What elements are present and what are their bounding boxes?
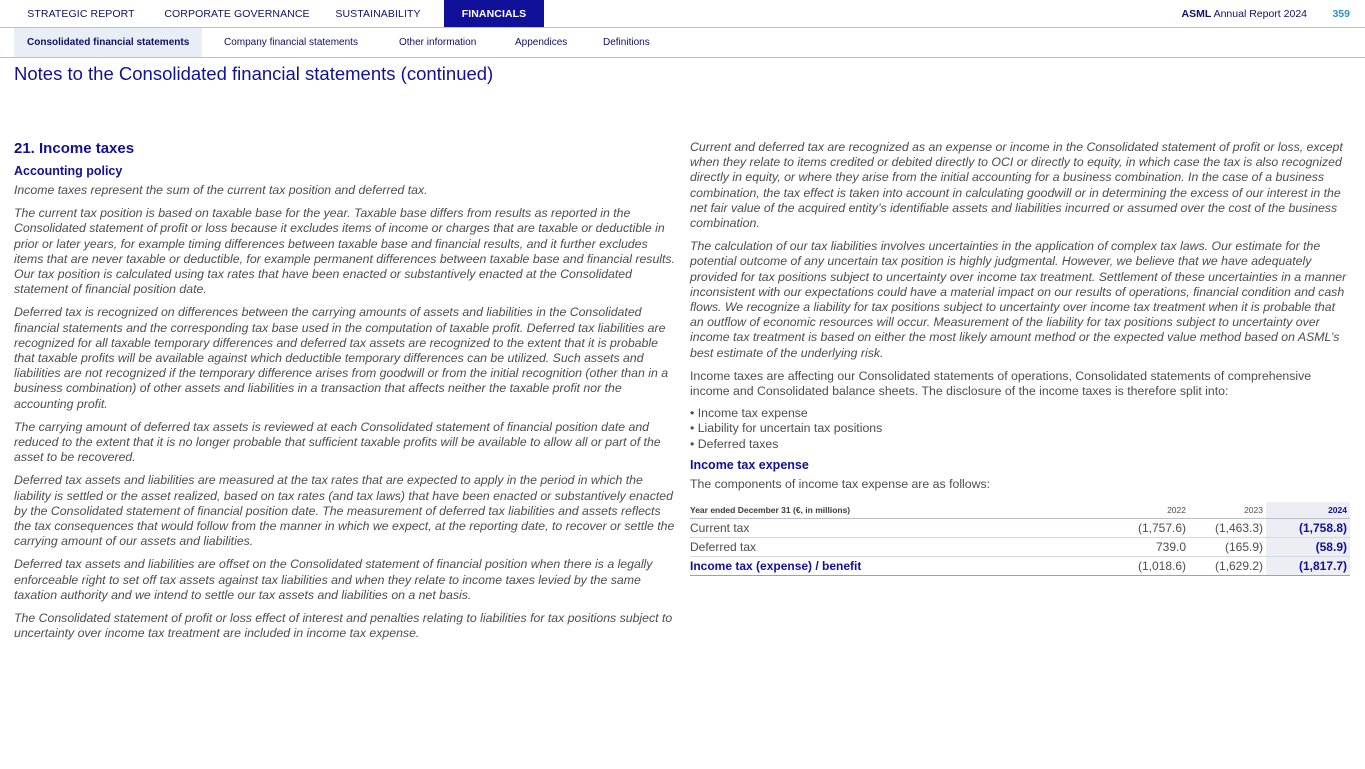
top-navigation — [0, 0, 1365, 28]
policy-paragraph: Income taxes represent the sum of the current tax position and deferred tax. — [14, 183, 428, 197]
income-tax-expense-heading: Income tax expense — [690, 457, 809, 472]
list-item: • Income tax expense — [690, 406, 808, 421]
table-header-label: Year ended December 31 (€, in millions) — [690, 502, 1106, 518]
subnav-appendices[interactable]: Appendices — [515, 37, 568, 48]
tab-corporate-governance[interactable]: CORPORATE GOVERNANCE — [164, 8, 310, 20]
cell-value: (1,018.6) — [1106, 556, 1189, 575]
expense-intro: The components of income tax expense are as follows: — [690, 476, 991, 491]
policy-paragraph: Deferred tax is recognized on differences between the carrying amounts of assets and liabilities in the Consolidated financial statements and the corresponding tax base used in the computation of taxable profit. Deferred tax liabilities are recognized for all taxable temporary differences and deferred tax assets are recognized to the extent that it is probable that taxable profits will be available against which deductible temporary differences can be utilized. Such assets and liabilities are not recognized if the temporary difference arises from goodwill or from the initial recognition (other than in a business combination) of other assets and liabilities in a transaction that affects neither the taxable profit nor the accounting profit. — [14, 305, 669, 411]
cell-value: (1,463.3) — [1189, 518, 1266, 537]
policy-paragraph: The calculation of our tax liabilities involves uncertainties in the application of complex tax laws. Our estimate for the potential outcome of any uncertain tax position is highly judgmental. However, we believe that we have adequately provided for tax positions subject to uncertainty over income tax treatment. Settlement of these uncertainties in a manner inconsistent with our expectations could have a material impact on our results of operations, financial condition and cash flows. We recognize a liability for tax positions subject to uncertainty over income tax treatment when it is probable that an outflow of economic resources will occur. Measurement of the liability for tax positions subject to uncertainty over income tax treatment is based on either the most likely amount method or the expected value method based on ASML’s best estimate of the underlying risk. — [690, 239, 1347, 360]
tab-sustainability[interactable]: SUSTAINABILITY — [335, 8, 421, 20]
disclosure-list — [690, 406, 1352, 452]
page-title: Notes to the Consolidated financial statements (continued) — [14, 63, 494, 84]
brand-name: ASML — [1181, 8, 1212, 20]
table-header-row — [690, 502, 1350, 518]
cell-value: (1,629.2) — [1189, 556, 1266, 575]
subnav-other-information[interactable]: Other information — [399, 37, 477, 48]
cell-value: (58.9) — [1266, 537, 1350, 556]
policy-paragraph: The carrying amount of deferred tax assets is reviewed at each Consolidated statement of financial position date and reduced to the extent that it is no longer probable that sufficient taxable profits will be available to allow all or part of the asset to be recovered. — [14, 419, 661, 465]
report-title — [1182, 0, 1308, 28]
income-tax-table — [690, 502, 1350, 576]
subnav-definitions[interactable]: Definitions — [603, 37, 650, 48]
table-row — [690, 537, 1350, 556]
list-item: • Liability for uncertain tax positions — [690, 421, 883, 436]
policy-paragraph: Deferred tax assets and liabilities are measured at the tax rates that are expected to apply in the period in which the liability is settled or the asset realized, based on tax rates (and tax laws) that have been enacted or substantively enacted by the Consolidated statement of financial position date. The measurement of deferred tax liabilities and assets reflects the tax consequences that would follow from the manner in which we expect, at the reporting date, to recover or settle the carrying amount of our assets and liabilities. — [14, 473, 675, 549]
subnav-company-financial-statements[interactable]: Company financial statements — [224, 37, 358, 48]
table-row — [690, 518, 1350, 537]
table-total-row — [690, 556, 1350, 575]
column-header-2023: 2023 — [1189, 502, 1266, 518]
sub-navigation — [0, 28, 1365, 58]
tab-financials[interactable]: FINANCIALS — [444, 0, 544, 27]
row-label: Income tax (expense) / benefit — [690, 556, 1106, 575]
row-label: Deferred tax — [690, 537, 1106, 556]
report-name: Annual Report 2024 — [1213, 8, 1307, 20]
left-column — [14, 140, 676, 649]
cell-value: 739.0 — [1106, 537, 1189, 556]
row-label: Current tax — [690, 518, 1106, 537]
cell-value: (1,757.6) — [1106, 518, 1189, 537]
column-header-2024: 2024 — [1266, 502, 1350, 518]
policy-paragraph: The current tax position is based on taxable base for the year. Taxable base differs from results as reported in the Consolidated statement of profit or loss because it excludes items of income or charges that are taxable or deductible in prior or later years, for example timing differences between taxable base and financial results, and it further excludes items that are never taxable or deductible, for example permanent differences between taxable base and financial results. Our tax position is calculated using tax rates that have been enacted or substantively enacted at the Consolidated statement of financial position date. — [14, 206, 675, 297]
tab-strategic-report[interactable]: STRATEGIC REPORT — [27, 8, 135, 20]
subnav-consolidated-financial-statements[interactable]: Consolidated financial statements — [14, 28, 202, 57]
policy-paragraph: Deferred tax assets and liabilities are offset on the Consolidated statement of financial position when there is a legally enforceable right to set off tax assets against tax liabilities and when they relate to income taxes levied by the same taxation authority and we intend to settle our tax assets and liabilities on a net basis. — [14, 557, 653, 602]
section-title: 21. Income taxes — [14, 140, 135, 157]
cell-value: (1,758.8) — [1266, 518, 1350, 537]
column-header-2022: 2022 — [1106, 502, 1189, 518]
page-number: 359 — [1332, 8, 1350, 20]
accounting-policy-heading: Accounting policy — [14, 164, 123, 178]
cell-value: (1,817.7) — [1266, 556, 1350, 575]
policy-paragraph: Current and deferred tax are recognized as an expense or income in the Consolidated statement of profit or loss, except when they relate to items credited or debited directly to OCI or directly to equity, in which case the tax is also recognized directly in equity, or where they arise from the initial accounting for a business combination. In the case of a business combination, the tax effect is taken into account in calculating goodwill or in determining the excess of our interest in the net fair value of the acquired entity’s identifiable assets and liabilities incurred or assumed over the cost of the business combination. — [690, 140, 1343, 231]
list-item: • Deferred taxes — [690, 436, 779, 451]
policy-paragraph: The Consolidated statement of profit or loss effect of interest and penalties relating to liabilities for tax positions subject to uncertainty over income tax treatment are included in income tax expense. — [14, 611, 673, 641]
cell-value: (165.9) — [1189, 537, 1266, 556]
right-column — [690, 140, 1352, 576]
disclosure-paragraph: Income taxes are affecting our Consolidated statements of operations, Consolidated statements of comprehensive income and Consolidated balance sheets. The disclosure of the income taxes is therefore split into: — [690, 368, 1312, 399]
